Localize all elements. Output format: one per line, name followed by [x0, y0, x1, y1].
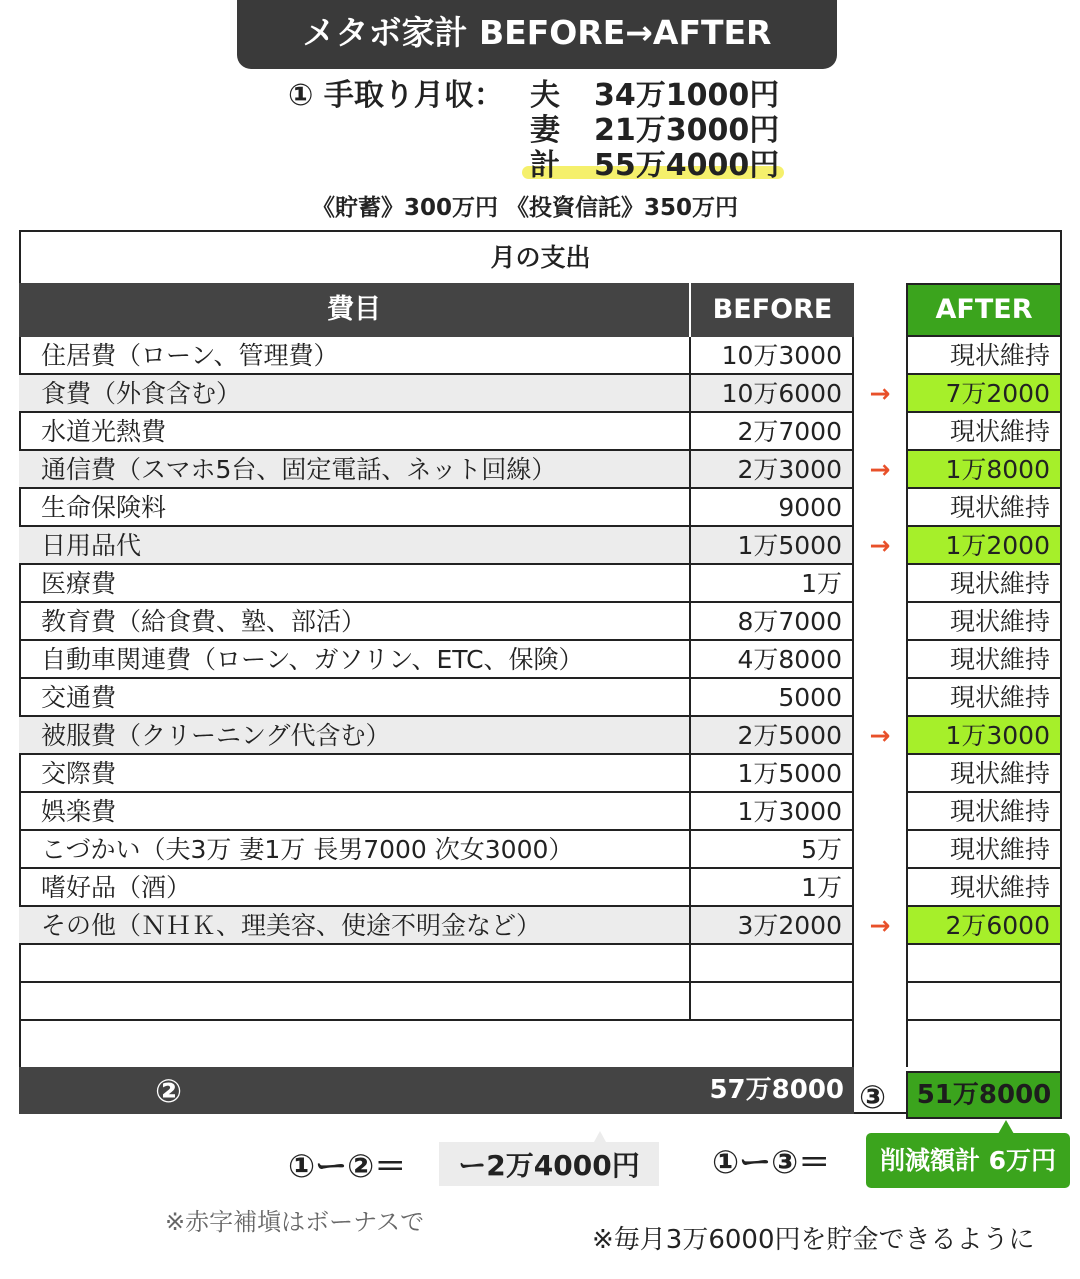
row-before: 8万7000: [691, 603, 854, 641]
income-amount-husband: 34万1000円: [594, 78, 780, 113]
total-after-value: 51万8000: [906, 1071, 1062, 1119]
empty-row: [19, 983, 691, 1021]
row-item: その他（ＮＨＫ、理美容、使途不明金など）: [19, 907, 691, 945]
row-item: こづかい（夫3万 妻1万 長男7000 次女3000）: [19, 831, 691, 869]
table-row: [19, 603, 1062, 641]
row-before: 3万2000: [691, 907, 854, 945]
row-before: 9000: [691, 489, 854, 527]
total-before-mark: ②: [155, 1072, 183, 1110]
empty-row: [19, 945, 691, 983]
row-before: 5万: [691, 831, 854, 869]
result-reduction-pointer: [998, 1120, 1014, 1134]
row-after: 1万2000: [906, 527, 1062, 565]
income-amount-wife: 21万3000円: [594, 113, 780, 148]
row-item: 医療費: [19, 565, 691, 603]
table-row: [19, 793, 1062, 831]
table-row: [19, 489, 1062, 527]
note-savings: ※毎月3万6000円を貯金できるように: [592, 1225, 1035, 1255]
row-item: 日用品代: [19, 527, 691, 565]
formula-deficit: ①ー②＝: [288, 1147, 407, 1185]
row-after: 現状維持: [906, 489, 1062, 527]
right-arrow-icon: →: [869, 379, 891, 408]
row-item: 被服費（クリーニング代含む）: [19, 717, 691, 755]
row-before: 4万8000: [691, 641, 854, 679]
header-item: 費目: [19, 283, 689, 337]
table-row: [19, 907, 1062, 945]
note-bonus: ※赤字補塡はボーナスで: [165, 1208, 425, 1236]
row-item: 住居費（ローン、管理費）: [19, 337, 691, 375]
row-item: 嗜好品（酒）: [19, 869, 691, 907]
right-arrow-icon: →: [869, 721, 891, 750]
row-after: 現状維持: [906, 603, 1062, 641]
row-item: 自動車関連費（ローン、ガソリン、ETC、保険）: [19, 641, 691, 679]
table-row: [19, 641, 1062, 679]
total-after-mark: ③: [859, 1078, 887, 1116]
row-after: 現状維持: [906, 679, 1062, 717]
row-before: 1万: [691, 869, 854, 907]
empty-cell-after: [906, 945, 1062, 983]
header-before: BEFORE: [689, 283, 854, 337]
row-after: 1万3000: [906, 717, 1062, 755]
result-reduction: 削減額計 6万円: [866, 1133, 1070, 1188]
result-deficit: ー2万4000円: [439, 1142, 659, 1186]
table-row: [19, 527, 1062, 565]
row-after: 現状維持: [906, 641, 1062, 679]
row-after: 1万8000: [906, 451, 1062, 489]
row-before: 2万5000: [691, 717, 854, 755]
row-after: 現状維持: [906, 793, 1062, 831]
row-after: 現状維持: [906, 831, 1062, 869]
table-row: [19, 413, 1062, 451]
row-before: 10万3000: [691, 337, 854, 375]
header-after: AFTER: [906, 283, 1062, 337]
right-arrow-icon: →: [869, 911, 891, 940]
formula-reduction: ①ー③＝: [712, 1143, 831, 1181]
divider: [852, 945, 854, 1067]
table-row: [19, 869, 1062, 907]
income-label: ① 手取り月収：: [288, 78, 504, 113]
savings-info: 《貯蓄》300万円 《投資信託》350万円: [312, 195, 739, 221]
row-item: 通信費（スマホ5台、固定電話、ネット回線）: [19, 451, 691, 489]
income-who-wife: 妻: [530, 113, 560, 148]
empty-cell-before: [691, 983, 854, 1021]
table-row: [19, 565, 1062, 603]
row-after: 7万2000: [906, 375, 1062, 413]
income-amount-total: 55万4000円: [594, 148, 780, 183]
table-row: [19, 451, 1062, 489]
table-row: [19, 755, 1062, 793]
right-arrow-icon: →: [869, 455, 891, 484]
row-before: 10万6000: [691, 375, 854, 413]
row-before: 1万3000: [691, 793, 854, 831]
row-item: 娯楽費: [19, 793, 691, 831]
row-after: 現状維持: [906, 869, 1062, 907]
result-deficit-pointer: [594, 1131, 606, 1142]
row-before: 1万5000: [691, 755, 854, 793]
right-arrow-icon: →: [869, 531, 891, 560]
income-who-husband: 夫: [530, 78, 560, 113]
empty-cell-after: [906, 983, 1062, 1021]
table-row: [19, 375, 1062, 413]
row-after: 現状維持: [906, 413, 1062, 451]
row-before: 1万5000: [691, 527, 854, 565]
row-before: 1万: [691, 565, 854, 603]
row-before: 5000: [691, 679, 854, 717]
table-row: [19, 679, 1062, 717]
row-item: 教育費（給食費、塾、部活）: [19, 603, 691, 641]
empty-cell-before: [691, 945, 854, 983]
row-item: 交通費: [19, 679, 691, 717]
row-item: 生命保険料: [19, 489, 691, 527]
row-item: 交際費: [19, 755, 691, 793]
table-row: [19, 337, 1062, 375]
row-item: 水道光熱費: [19, 413, 691, 451]
expense-table: [19, 230, 1062, 1114]
row-item: 食費（外食含む）: [19, 375, 691, 413]
page-title: メタボ家計 BEFORE→AFTER: [237, 0, 837, 69]
table-row: [19, 831, 1062, 869]
income-who-total: 計: [530, 148, 560, 183]
row-after: 現状維持: [906, 755, 1062, 793]
row-after: 2万6000: [906, 907, 1062, 945]
row-after: 現状維持: [906, 565, 1062, 603]
table-caption: 月の支出: [490, 243, 591, 272]
table-row: [19, 717, 1062, 755]
row-before: 2万3000: [691, 451, 854, 489]
row-after: 現状維持: [906, 337, 1062, 375]
total-before-value: 57万8000: [709, 1075, 844, 1105]
row-before: 2万7000: [691, 413, 854, 451]
